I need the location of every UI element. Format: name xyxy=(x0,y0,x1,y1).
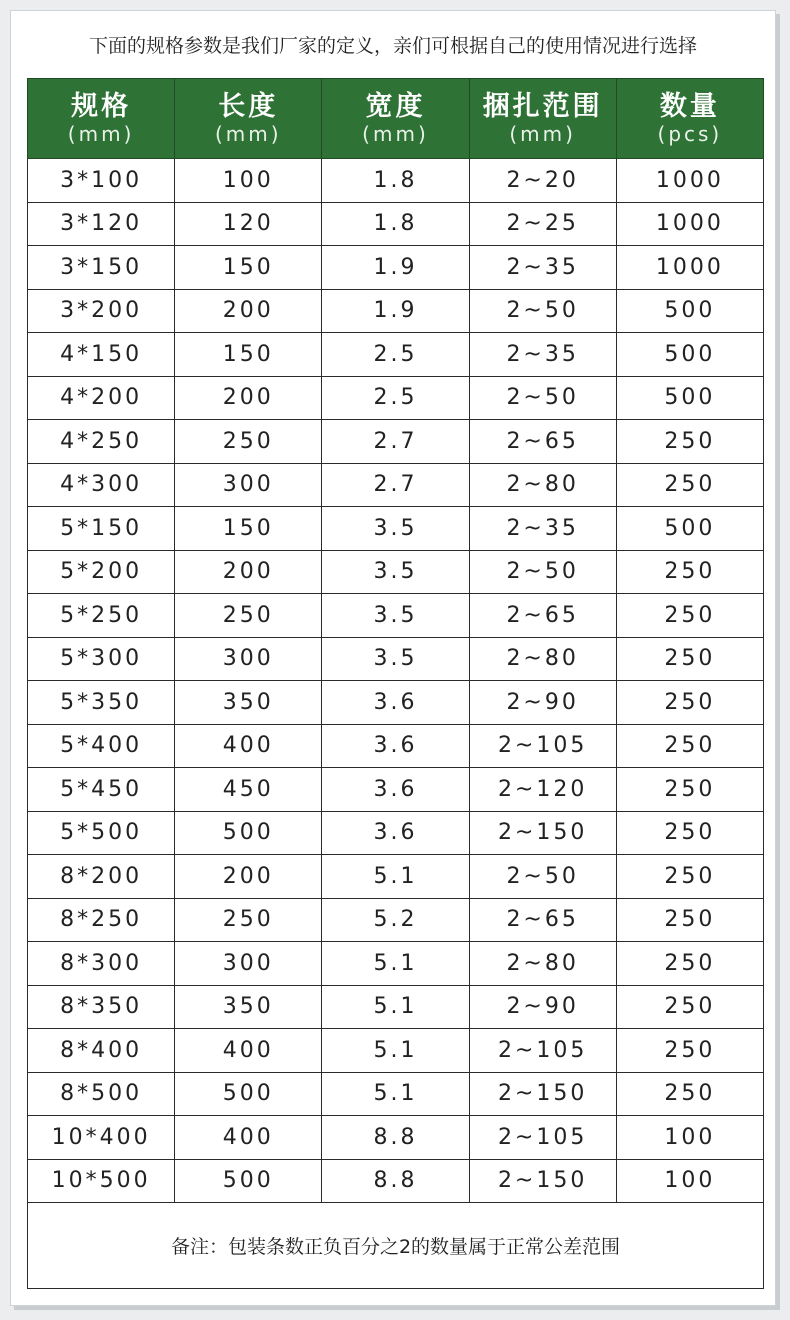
cell-quantity: 250 xyxy=(616,898,763,942)
header-quantity-unit: (pcs) xyxy=(657,121,723,146)
cell-spec: 10*400 xyxy=(28,1116,175,1160)
cell-bundle-range: 2~65 xyxy=(469,594,616,638)
cell-width: 1.8 xyxy=(322,159,469,203)
cell-spec: 8*300 xyxy=(28,942,175,986)
cell-width: 1.8 xyxy=(322,202,469,246)
cell-width: 3.6 xyxy=(322,724,469,768)
cell-quantity: 250 xyxy=(616,637,763,681)
table-row xyxy=(28,289,764,333)
cell-length: 150 xyxy=(175,246,322,290)
cell-bundle-range: 2~105 xyxy=(469,1116,616,1160)
header-length-title: 长度 xyxy=(218,90,279,122)
table-row xyxy=(28,898,764,942)
cell-width: 2.5 xyxy=(322,376,469,420)
cell-spec: 5*250 xyxy=(28,594,175,638)
cell-quantity: 250 xyxy=(616,463,763,507)
cell-bundle-range: 2~90 xyxy=(469,681,616,725)
note-text: 备注：包装条数正负百分之2的数量属于正常公差范围 xyxy=(27,1202,764,1289)
cell-length: 150 xyxy=(175,507,322,551)
header-spec-unit: (mm) xyxy=(67,121,135,146)
cell-length: 500 xyxy=(175,1159,322,1203)
table-row xyxy=(28,724,764,768)
cell-length: 400 xyxy=(175,1029,322,1073)
cell-bundle-range: 2~65 xyxy=(469,420,616,464)
cell-quantity: 250 xyxy=(616,1072,763,1116)
cell-quantity: 250 xyxy=(616,942,763,986)
cell-spec: 4*200 xyxy=(28,376,175,420)
cell-width: 8.8 xyxy=(322,1116,469,1160)
table-row xyxy=(28,681,764,725)
cell-quantity: 500 xyxy=(616,507,763,551)
cell-length: 150 xyxy=(175,333,322,377)
cell-length: 400 xyxy=(175,724,322,768)
spec-table-body xyxy=(28,159,764,1203)
cell-bundle-range: 2~35 xyxy=(469,333,616,377)
cell-spec: 5*200 xyxy=(28,550,175,594)
intro-text: 下面的规格参数是我们厂家的定义，亲们可根据自己的使用情况进行选择 xyxy=(88,35,697,57)
cell-quantity: 250 xyxy=(616,1029,763,1073)
cell-quantity: 1000 xyxy=(616,246,763,290)
table-row xyxy=(28,1159,764,1203)
cell-bundle-range: 2~50 xyxy=(469,289,616,333)
header-quantity xyxy=(616,79,763,159)
table-row xyxy=(28,1116,764,1160)
header-bundle-range xyxy=(469,79,616,159)
cell-length: 350 xyxy=(175,681,322,725)
cell-length: 250 xyxy=(175,594,322,638)
cell-bundle-range: 2~150 xyxy=(469,1072,616,1116)
cell-quantity: 250 xyxy=(616,724,763,768)
cell-quantity: 100 xyxy=(616,1159,763,1203)
cell-quantity: 250 xyxy=(616,985,763,1029)
cell-quantity: 250 xyxy=(616,768,763,812)
cell-spec: 3*200 xyxy=(28,289,175,333)
table-row xyxy=(28,1072,764,1116)
cell-bundle-range: 2~105 xyxy=(469,724,616,768)
cell-bundle-range: 2~80 xyxy=(469,942,616,986)
cell-spec: 10*500 xyxy=(28,1159,175,1203)
cell-spec: 5*450 xyxy=(28,768,175,812)
table-row xyxy=(28,202,764,246)
table-row xyxy=(28,463,764,507)
header-length-unit: (mm) xyxy=(214,121,282,146)
cell-length: 300 xyxy=(175,463,322,507)
cell-length: 450 xyxy=(175,768,322,812)
header-bundle-range-title: 捆扎范围 xyxy=(482,90,603,122)
cell-length: 200 xyxy=(175,376,322,420)
cell-bundle-range: 2~50 xyxy=(469,550,616,594)
table-row xyxy=(28,246,764,290)
table-row xyxy=(28,376,764,420)
cell-length: 120 xyxy=(175,202,322,246)
cell-spec: 5*500 xyxy=(28,811,175,855)
cell-bundle-range: 2~105 xyxy=(469,1029,616,1073)
cell-width: 1.9 xyxy=(322,289,469,333)
table-row xyxy=(28,811,764,855)
cell-length: 250 xyxy=(175,898,322,942)
cell-width: 5.1 xyxy=(322,1072,469,1116)
header-spec-title: 规格 xyxy=(71,90,132,122)
cell-bundle-range: 2~150 xyxy=(469,1159,616,1203)
cell-width: 3.6 xyxy=(322,681,469,725)
table-row xyxy=(28,159,764,203)
cell-spec: 8*350 xyxy=(28,985,175,1029)
cell-bundle-range: 2~20 xyxy=(469,159,616,203)
cell-bundle-range: 2~35 xyxy=(469,507,616,551)
cell-length: 350 xyxy=(175,985,322,1029)
cell-spec: 5*350 xyxy=(28,681,175,725)
cell-width: 5.2 xyxy=(322,898,469,942)
cell-bundle-range: 2~90 xyxy=(469,985,616,1029)
cell-width: 5.1 xyxy=(322,1029,469,1073)
cell-quantity: 500 xyxy=(616,289,763,333)
cell-bundle-range: 2~50 xyxy=(469,376,616,420)
cell-length: 500 xyxy=(175,1072,322,1116)
cell-quantity: 250 xyxy=(616,811,763,855)
cell-spec: 4*300 xyxy=(28,463,175,507)
cell-length: 200 xyxy=(175,289,322,333)
cell-quantity: 100 xyxy=(616,1116,763,1160)
table-row xyxy=(28,637,764,681)
cell-spec: 3*120 xyxy=(28,202,175,246)
cell-width: 5.1 xyxy=(322,985,469,1029)
cell-width: 3.6 xyxy=(322,811,469,855)
cell-width: 3.5 xyxy=(322,594,469,638)
cell-quantity: 250 xyxy=(616,420,763,464)
cell-width: 3.5 xyxy=(322,637,469,681)
cell-width: 3.5 xyxy=(322,550,469,594)
cell-bundle-range: 2~120 xyxy=(469,768,616,812)
header-length xyxy=(175,79,322,159)
cell-width: 3.5 xyxy=(322,507,469,551)
cell-length: 200 xyxy=(175,550,322,594)
cell-bundle-range: 2~80 xyxy=(469,637,616,681)
cell-quantity: 250 xyxy=(616,594,763,638)
spec-table xyxy=(27,78,764,1203)
table-row xyxy=(28,420,764,464)
cell-length: 400 xyxy=(175,1116,322,1160)
cell-quantity: 500 xyxy=(616,376,763,420)
cell-bundle-range: 2~25 xyxy=(469,202,616,246)
table-row xyxy=(28,1029,764,1073)
cell-length: 200 xyxy=(175,855,322,899)
cell-quantity: 250 xyxy=(616,855,763,899)
cell-quantity: 250 xyxy=(616,550,763,594)
spec-card xyxy=(10,10,776,1306)
cell-length: 300 xyxy=(175,942,322,986)
cell-width: 8.8 xyxy=(322,1159,469,1203)
cell-bundle-range: 2~50 xyxy=(469,855,616,899)
header-width-unit: (mm) xyxy=(362,121,429,146)
cell-quantity: 500 xyxy=(616,333,763,377)
cell-spec: 8*500 xyxy=(28,1072,175,1116)
header-bundle-range-unit: (mm) xyxy=(509,121,576,146)
cell-bundle-range: 2~80 xyxy=(469,463,616,507)
cell-bundle-range: 2~150 xyxy=(469,811,616,855)
cell-spec: 8*200 xyxy=(28,855,175,899)
table-row xyxy=(28,333,764,377)
table-row xyxy=(28,985,764,1029)
cell-spec: 5*300 xyxy=(28,637,175,681)
table-row xyxy=(28,942,764,986)
cell-quantity: 250 xyxy=(616,681,763,725)
cell-length: 100 xyxy=(175,159,322,203)
cell-width: 1.9 xyxy=(322,246,469,290)
cell-spec: 5*400 xyxy=(28,724,175,768)
table-row xyxy=(28,594,764,638)
cell-width: 2.5 xyxy=(322,333,469,377)
cell-quantity: 1000 xyxy=(616,202,763,246)
cell-width: 5.1 xyxy=(322,942,469,986)
table-row xyxy=(28,550,764,594)
cell-width: 3.6 xyxy=(322,768,469,812)
cell-quantity: 1000 xyxy=(616,159,763,203)
cell-spec: 4*150 xyxy=(28,333,175,377)
cell-spec: 8*400 xyxy=(28,1029,175,1073)
cell-spec: 8*250 xyxy=(28,898,175,942)
cell-length: 300 xyxy=(175,637,322,681)
table-row xyxy=(28,855,764,899)
table-row xyxy=(28,507,764,551)
header-spec xyxy=(28,79,175,159)
cell-spec: 3*150 xyxy=(28,246,175,290)
cell-spec: 5*150 xyxy=(28,507,175,551)
cell-width: 2.7 xyxy=(322,463,469,507)
cell-length: 500 xyxy=(175,811,322,855)
header-row xyxy=(28,79,764,159)
cell-width: 2.7 xyxy=(322,420,469,464)
cell-bundle-range: 2~35 xyxy=(469,246,616,290)
cell-bundle-range: 2~65 xyxy=(469,898,616,942)
table-row xyxy=(28,768,764,812)
header-width xyxy=(322,79,469,159)
cell-length: 250 xyxy=(175,420,322,464)
cell-spec: 4*250 xyxy=(28,420,175,464)
header-quantity-title: 数量 xyxy=(659,90,720,122)
cell-width: 5.1 xyxy=(322,855,469,899)
cell-spec: 3*100 xyxy=(28,159,175,203)
header-width-title: 宽度 xyxy=(365,90,426,122)
